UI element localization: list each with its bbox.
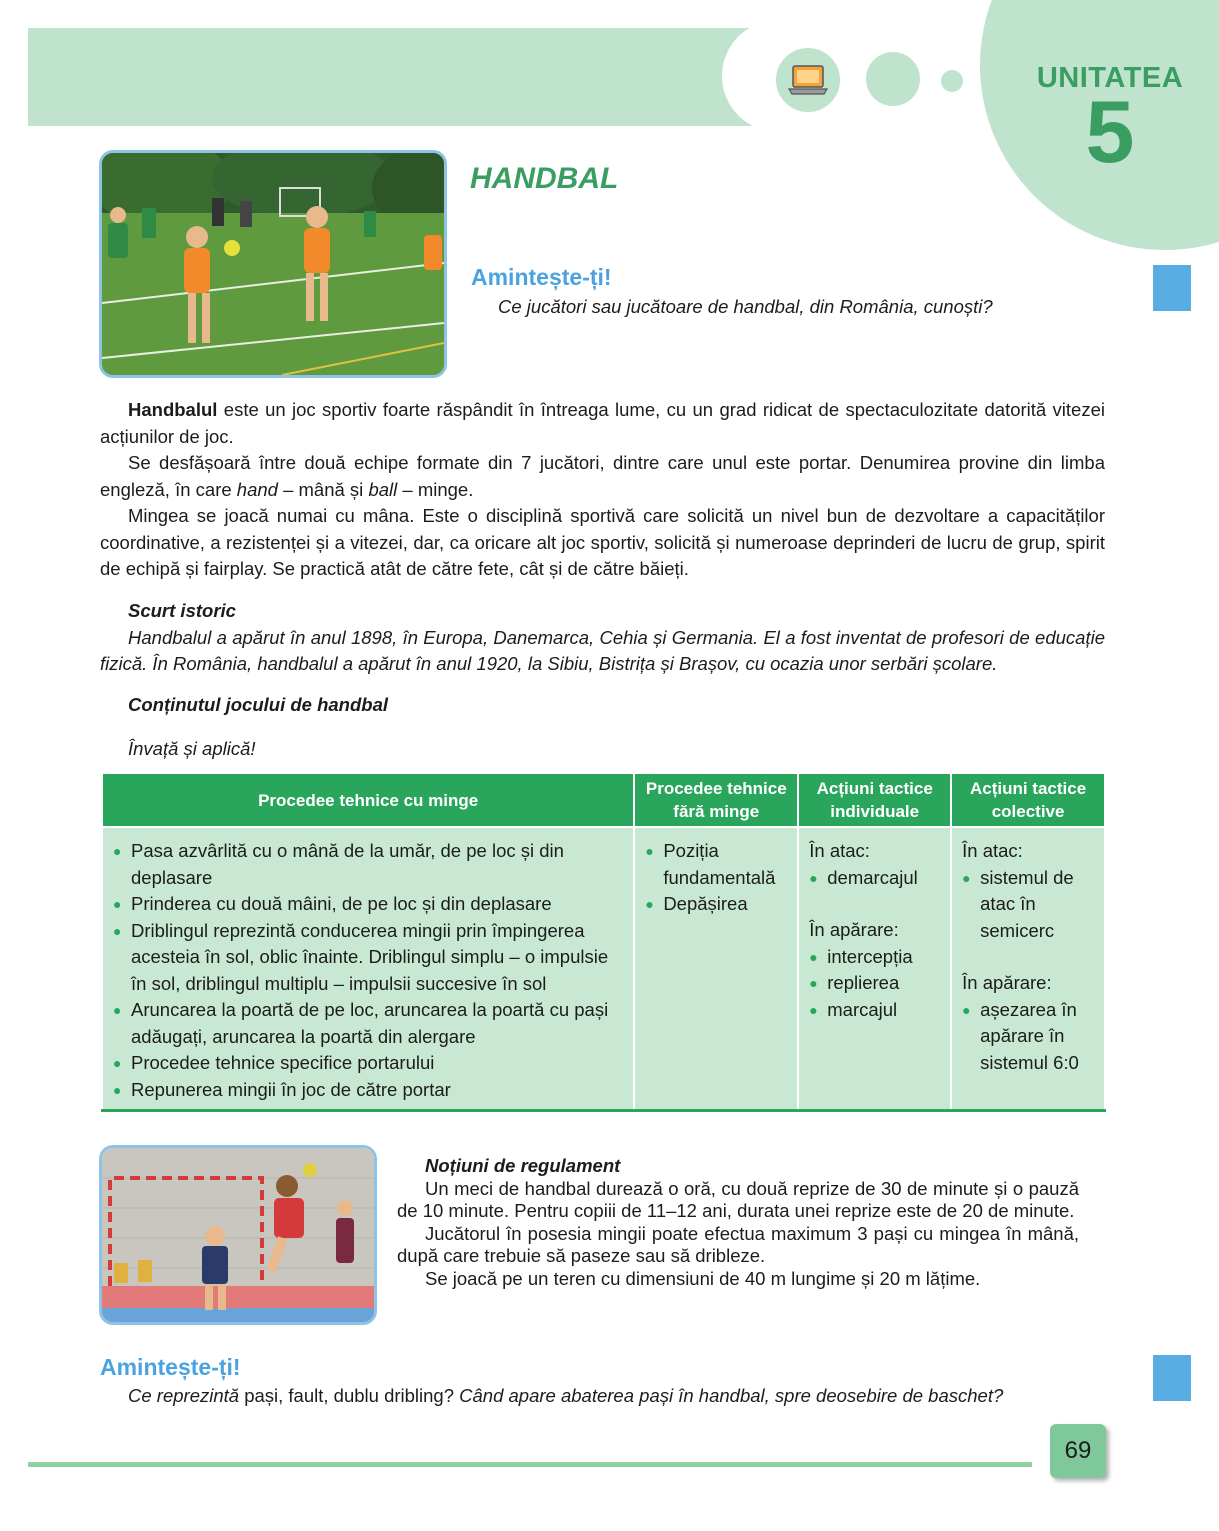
rules-p2: Jucătorul în posesia mingii poate efectua maximum 3 pași cu mingea în mână, după care trebuie să paseze sau să dribleze.: [397, 1222, 1079, 1266]
list-item: ● Repunerea mingii în joc de către portar: [113, 1077, 625, 1104]
photo-kids-handball: [99, 150, 447, 378]
rules-heading: Noțiuni de regulament: [425, 1155, 621, 1176]
attack-label: În atac:: [962, 840, 1023, 861]
history-heading: Scurt istoric: [128, 600, 236, 621]
intro-ball: ball: [368, 478, 398, 500]
unit-number: 5: [1085, 82, 1135, 181]
decor-dot: [866, 52, 920, 106]
rules-section: [397, 1155, 1079, 1290]
remember-question: Ce jucători sau jucătoare de handbal, din România, cunoști?: [498, 296, 993, 317]
photo-jump-shot: [99, 1145, 377, 1325]
rules-p1: Un meci de handbal durează o oră, cu două reprize de 30 de minute și o pauză de 10 minute. Pentru copiii de 11–12 ani, durata unei reprize este de 20 de minute.: [397, 1177, 1079, 1221]
content-heading: Conținutul jocului de handbal: [128, 694, 389, 715]
history-section: [100, 598, 1105, 678]
page-number: 69: [1050, 1424, 1106, 1478]
q-part-c: Când apare abaterea pași în handbal, spre deosebire de baschet?: [459, 1385, 1004, 1406]
q-part-a: Ce reprezintă: [128, 1385, 240, 1406]
intro-hand: hand: [236, 478, 278, 500]
techniques-table: [101, 772, 1106, 1112]
list-item: ● intercepția: [809, 944, 942, 971]
remember-question-2: [128, 1385, 1003, 1407]
table-cell-technique-noball: [634, 827, 798, 1111]
list-item: ● replierea: [809, 970, 942, 997]
rules-p3: Se joacă pe un teren cu dimensiuni de 40 m lungime și 20 m lățime.: [425, 1267, 981, 1289]
remember-heading-2: Amintește-ți!: [100, 1354, 241, 1380]
defense-label: În apărare:: [962, 972, 1052, 993]
learn-label: Învață și aplică!: [128, 738, 256, 759]
side-marker: [1153, 265, 1191, 311]
list-item: ● Aruncarea la poartă de pe loc, aruncarea la poartă cu pași adăugați, aruncarea la poartă din alergare: [113, 997, 625, 1050]
side-marker: [1153, 1355, 1191, 1401]
attack-label: În atac:: [809, 840, 870, 861]
intro-p2-c: – minge.: [397, 478, 474, 500]
defense-label: În apărare:: [809, 919, 899, 940]
decor-dot-small: [941, 70, 963, 92]
table-header: Procedee tehnice fără minge: [634, 773, 798, 827]
unit-label: UNITATEA: [1036, 62, 1184, 94]
list-item: ● sistemul de atac în semicerc: [962, 865, 1096, 945]
list-item: ● Depășirea: [645, 891, 789, 918]
table-header: Procedee tehnice cu minge: [102, 773, 634, 827]
list-item: ● așezarea în apărare în sistemul 6:0: [962, 997, 1096, 1077]
intro-p2-a: Se desfășoară între două echipe formate din 7 jucători, dintre care unul este portar. Denumirea provine din limba engleză, în care: [100, 452, 1105, 500]
list-item: ● demarcajul: [809, 865, 942, 892]
intro-p1: este un joc sportiv foarte răspândit în întreaga lume, cu un grad ridicat de spectaculozitate datorită vitezei acțiunilor de joc.: [100, 399, 1105, 447]
list-item: ● Pasa azvârlită cu o mână de la umăr, de pe loc și din deplasare: [113, 838, 625, 891]
intro-bold-term: Handbalul: [128, 399, 218, 420]
list-item: ● marcajul: [809, 997, 942, 1024]
page-title: HANDBAL: [470, 162, 619, 195]
list-item: ● Procedee tehnice specifice portarului: [113, 1050, 625, 1077]
footer-line: [28, 1462, 1032, 1467]
list-item: ● Driblingul reprezintă conducerea mingii prin împingerea acesteia în sol, oblic înainte. Driblingul simplu – o impulsie în sol, driblingul multiplu – impulsii succesive în sol: [113, 918, 625, 998]
intro-p2-b: – mână și: [277, 478, 369, 500]
laptop-icon: [776, 48, 840, 112]
table-cell-tactics-collective: [951, 827, 1105, 1111]
table-cell-technique-ball: [102, 827, 634, 1111]
list-item: ● Poziția fundamentală: [645, 838, 789, 891]
intro-p3: Mingea se joacă numai cu mâna. Este o disciplină sportivă care solicită un nivel bun de dezvoltare a capacităților coordinative, a rezistenței și a vitezei, dar, ca oricare alt joc sportiv, solicită și numeroase deprinderi de lucru de grup, spirit de echipă și fairplay. Se practică atât de către fete, cât și de către băieți.: [100, 505, 1105, 579]
table-header: Acțiuni tactice individuale: [798, 773, 951, 827]
history-text: Handbalul a apărut în anul 1898, în Europa, Danemarca, Cehia și Germania. El a fost inventat de profesori de educație fizică. În România, handbalul a apărut în anul 1920, la Sibiu, Bistrița și Brașov, cu ocazia unor serbări școlare.: [100, 626, 1105, 674]
table-cell-tactics-individual: [798, 827, 951, 1111]
intro-text: [100, 397, 1105, 583]
q-part-b: pași, fault, dublu dribling?: [239, 1385, 460, 1406]
list-item: ● Prinderea cu două mâini, de pe loc și din deplasare: [113, 891, 625, 918]
table-header: Acțiuni tactice colective: [951, 773, 1105, 827]
remember-heading: Amintește-ți!: [471, 264, 612, 290]
